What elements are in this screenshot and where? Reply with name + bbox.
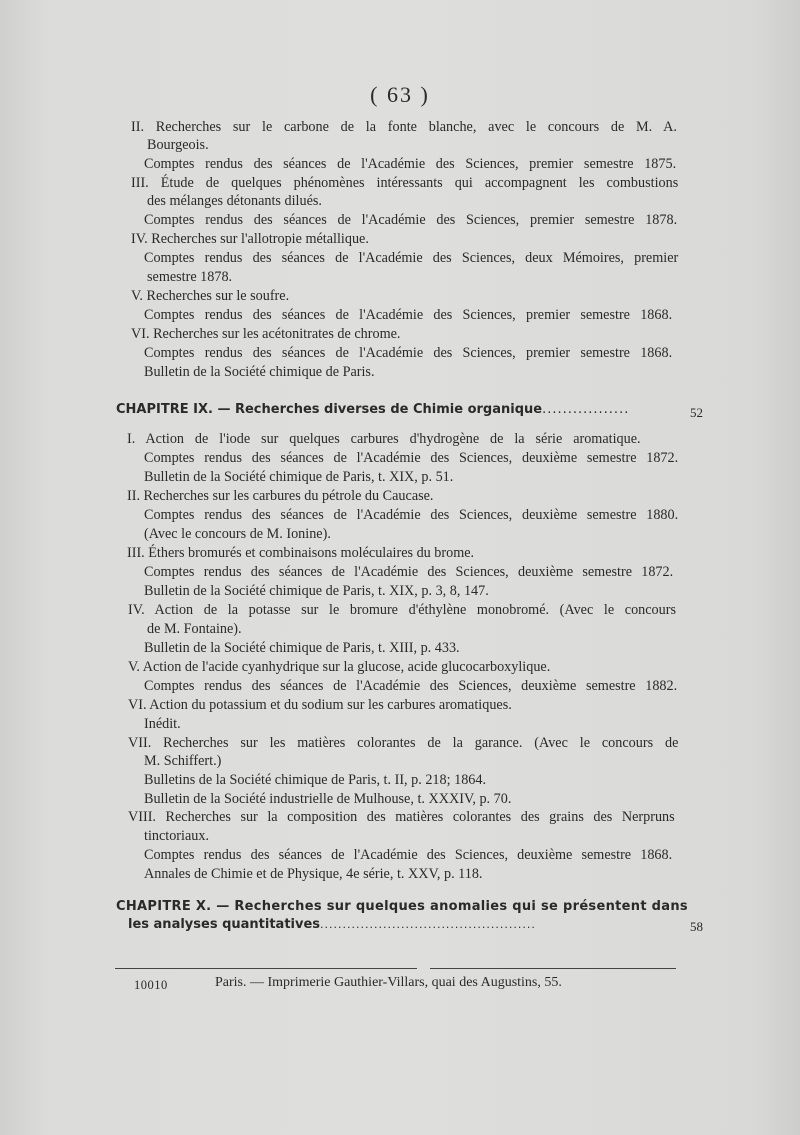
chapter-x-heading-line1: CHAPITRE X. — Recherches sur quelques anomalies qui se présentent dans	[116, 899, 688, 914]
entry-line: semestre 1878.	[147, 269, 233, 285]
footer-rule-left	[115, 968, 417, 969]
entry-line: IV. Recherches sur l'allotropie métallique.	[131, 231, 369, 247]
printer-code: 10010	[134, 978, 168, 992]
entry-line: Comptes rendus des séances de l'Académie des Sciences, deuxième semestre 1868.	[144, 847, 673, 863]
leader-dots: ................................................	[320, 918, 536, 931]
entry-line: Comptes rendus des séances de l'Académie des Sciences, premier semestre 1868.	[144, 307, 673, 323]
entry-line: Comptes rendus des séances de l'Académie des Sciences, deuxième semestre 1882.	[144, 678, 678, 694]
entry-line: Comptes rendus des séances de l'Académie des Sciences, deuxième semestre 1872.	[144, 450, 679, 466]
chapter-x-heading-line2	[128, 916, 536, 934]
entry-line: III. Étude de quelques phénomènes intéressants qui accompagnent les combustions	[131, 175, 679, 191]
entry-line: Bulletin de la Société chimique de Paris, t. XIII, p. 433.	[144, 640, 460, 656]
entry-line: Comptes rendus des séances de l'Académie des Sciences, premier semestre 1868.	[144, 345, 673, 361]
entry-line: Bourgeois.	[147, 137, 209, 153]
entry-line: Inédit.	[144, 716, 181, 732]
chapter-x-page: 58	[690, 919, 703, 934]
entry-line: III. Éthers bromurés et combinaisons moléculaires du brome.	[127, 545, 475, 561]
entry-line: Bulletin de la Société chimique de Paris.	[144, 364, 375, 380]
entry-line: Bulletin de la Société chimique de Paris, t. XIX, p. 3, 8, 147.	[144, 583, 489, 599]
entry-line: Comptes rendus des séances de l'Académie des Sciences, deuxième semestre 1880.	[144, 507, 679, 523]
entry-line: II. Recherches sur le carbone de la fonte blanche, avec le concours de M. A.	[131, 119, 677, 135]
entry-line: de M. Fontaine).	[147, 621, 242, 637]
entry-line: Comptes rendus des séances de l'Académie des Sciences, premier semestre 1875.	[144, 156, 677, 172]
entry-line: VII. Recherches sur les matières colorantes de la garance. (Avec le concours de	[128, 735, 679, 751]
entry-line: II. Recherches sur les carbures du pétrole du Caucase.	[127, 488, 434, 504]
entry-line: M. Schiffert.)	[144, 753, 222, 769]
printer-imprint: Paris. — Imprimerie Gauthier-Villars, quai des Augustins, 55.	[215, 975, 562, 990]
entry-line: tinctoriaux.	[144, 828, 210, 844]
entry-line: Comptes rendus des séances de l'Académie des Sciences, deuxième semestre 1872.	[144, 564, 674, 580]
entry-line: Bulletin de la Société industrielle de Mulhouse, t. XXXIV, p. 70.	[144, 791, 512, 807]
chapter-ix-page: 52	[690, 405, 703, 420]
entry-line: des mélanges détonants dilués.	[147, 193, 322, 209]
entry-line: V. Recherches sur le soufre.	[131, 288, 290, 304]
entry-line: Bulletins de la Société chimique de Paris, t. II, p. 218; 1864.	[144, 772, 487, 788]
entry-line: I. Action de l'iode sur quelques carbures d'hydrogène de la série aromatique.	[127, 431, 641, 447]
entry-line: VI. Action du potassium et du sodium sur les carbures aromatiques.	[128, 697, 512, 713]
entry-line: V. Action de l'acide cyanhydrique sur la glucose, acide glucocarboxylique.	[128, 659, 551, 675]
page-number: ( 63 )	[370, 82, 430, 107]
entry-line: (Avec le concours de M. Ionine).	[144, 526, 331, 542]
entry-line: VI. Recherches sur les acétonitrates de chrome.	[131, 326, 401, 342]
entry-line: Annales de Chimie et de Physique, 4e série, t. XXV, p. 118.	[144, 866, 483, 882]
entry-line: VIII. Recherches sur la composition des matières colorantes des grains des Nerpruns	[128, 809, 675, 825]
entry-line: Comptes rendus des séances de l'Académie des Sciences, premier semestre 1878.	[144, 212, 678, 228]
leader-dots: .................	[542, 402, 630, 417]
footer-rule-right	[430, 968, 676, 969]
chapter-ix-heading	[116, 401, 629, 419]
chapter-x-title-line2: les analyses quantitatives	[128, 917, 321, 932]
entry-line: Bulletin de la Société chimique de Paris, t. XIX, p. 51.	[144, 469, 454, 485]
entry-line: Comptes rendus des séances de l'Académie des Sciences, deux Mémoires, premier	[144, 250, 679, 266]
entry-line: IV. Action de la potasse sur le bromure d'éthylène monobromé. (Avec le concours	[128, 602, 676, 618]
chapter-ix-title: CHAPITRE IX. — Recherches diverses de Chimie organique	[116, 402, 543, 417]
